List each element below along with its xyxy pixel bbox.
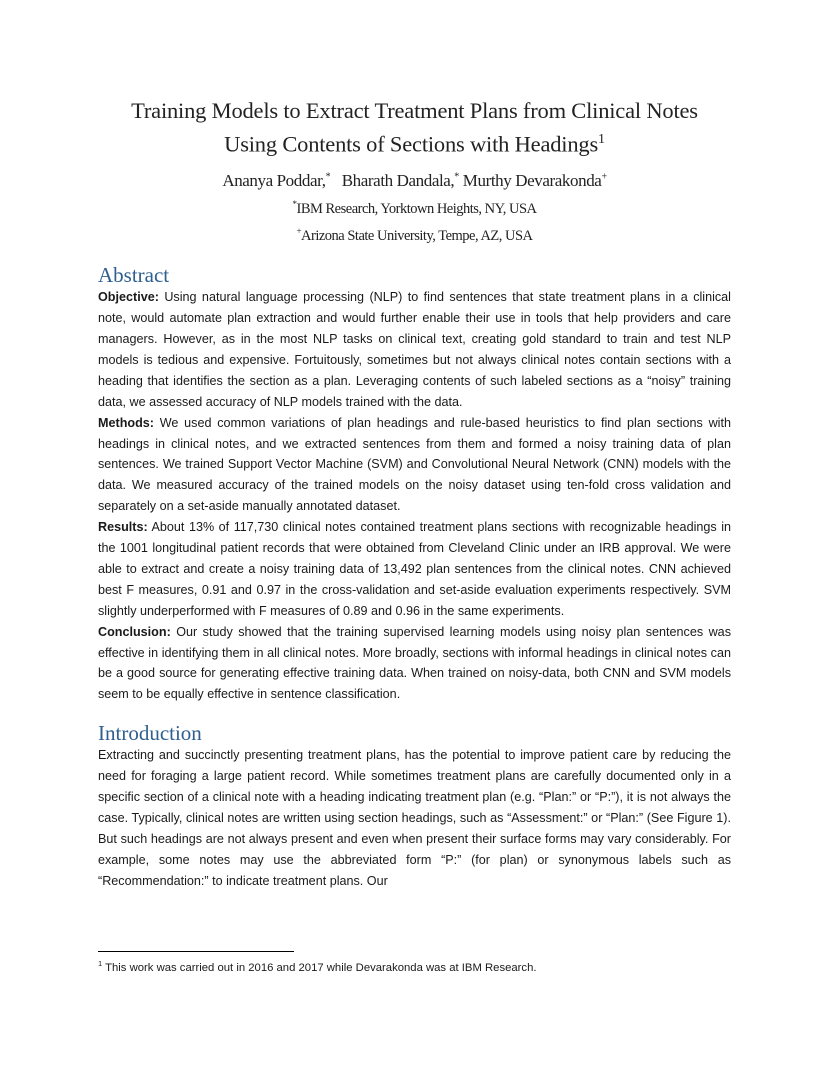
- footnote-divider: [98, 951, 294, 952]
- author-name: Murthy Devarakonda: [462, 170, 602, 190]
- author-mark: *: [325, 170, 331, 182]
- footnote-text: This work was carried out in 2016 and 2017 while Devarakonda was at IBM Research.: [102, 961, 537, 974]
- introduction-paragraph: Extracting and succinctly presenting treatment plans, has the potential to improve patient care by reducing the need for foraging a large patient record. While sometimes treatment plans are carefully documented only in a specific section of a clinical note with a heading indicating treatment plan (e.g. “Plan:” or “P:”), it is not always the case. Typically, clinical notes are written using section headings, such as “Assessment:” or “Plan:” (See Figure 1). But such headings are not always present and even when present their surface forms may vary considerably. For example, some notes may use the abbreviated form “P:” (for plan) or synonymous labels such as “Recommendation:” to indicate treatment plans. Our: [98, 748, 731, 888]
- author-name: Ananya Poddar,: [222, 170, 326, 190]
- author-list: [98, 171, 731, 191]
- title-line-2-text: Using Contents of Sections with Headings: [224, 131, 599, 157]
- abstract-objective: [98, 287, 731, 412]
- author-mark: *: [454, 170, 459, 182]
- affiliation-text: Arizona State University, Tempe, AZ, USA: [301, 228, 533, 245]
- paragraph-label: Results:: [98, 520, 148, 535]
- affiliation: [98, 226, 731, 245]
- introduction-heading: Introduction: [98, 721, 202, 746]
- title-line-2: [98, 125, 731, 159]
- title-footnote-mark: 1: [598, 132, 605, 147]
- paragraph-text: We used common variations of plan headings and rule-based heuristics to find plan sections with headings in clinical notes, and we extracted sentences from them and formed a noisy training data of plan sentences. We trained Support Vector Machine (SVM) and Convolutional Neural Network (CNN) models with the data. We measured accuracy of the trained models on the noisy dataset using ten-fold cross validation and separately on a set-aside manually annotated dataset.: [98, 415, 731, 514]
- paragraph-text: About 13% of 117,730 clinical notes contained treatment plans sections with recognizable headings in the 1001 longitudinal patient records that were obtained from Cleveland Clinic under an IRB approval. We were able to extract and create a noisy training data of 13,492 plan sentences from the clinical notes. CNN achieved best F measures, 0.91 and 0.97 in the cross-validation and set-aside evaluation experiments respectively. SVM slightly underperformed with F measures of 0.89 and 0.96 in the same experiments.: [98, 520, 731, 618]
- author-name: Bharath Dandala,: [341, 170, 455, 190]
- abstract-results: [98, 517, 731, 622]
- paragraph-label: Conclusion:: [98, 624, 171, 639]
- abstract-conclusion: [98, 622, 731, 706]
- affiliation-mark: +: [296, 226, 302, 237]
- paragraph-label: Methods:: [98, 415, 154, 430]
- paragraph-label: Objective:: [98, 290, 159, 305]
- affiliation: [98, 199, 731, 218]
- title-line-1: Training Models to Extract Treatment Plans from Clinical Notes: [131, 98, 698, 123]
- paragraph-text: Our study showed that the training supervised learning models using noisy plan sentences was effective in identifying them in all clinical notes. More broadly, sections with informal headings in clinical notes can be a good source for generating effective training data. When trained on noisy-data, both CNN and SVM models seem to be equally effective in sentence classification.: [98, 624, 731, 702]
- paper-title: [98, 96, 731, 159]
- footnote-mark: 1: [98, 959, 103, 968]
- footnote: [98, 959, 537, 974]
- abstract-heading: Abstract: [98, 263, 170, 288]
- abstract-methods: [98, 413, 731, 518]
- affiliation-text: IBM Research, Yorktown Heights, NY, USA: [296, 200, 537, 217]
- author-mark: +: [601, 170, 607, 182]
- affiliation-mark: *: [292, 198, 297, 209]
- paragraph-text: Using natural language processing (NLP) to find sentences that state treatment plans in a clinical note, would automate plan extraction and would further enable their use in tools that help providers and care managers. However, as in the most NLP tasks on clinical text, creating gold standard to train and test NLP models is tedious and expensive. Fortuitously, sometimes but not always clinical notes contain sections with a heading that identifies the section as a plan. Leveraging contents of such labeled sections as a “noisy” training data, we assessed accuracy of NLP models trained with the data.: [98, 290, 731, 409]
- paper-page: [98, 96, 731, 892]
